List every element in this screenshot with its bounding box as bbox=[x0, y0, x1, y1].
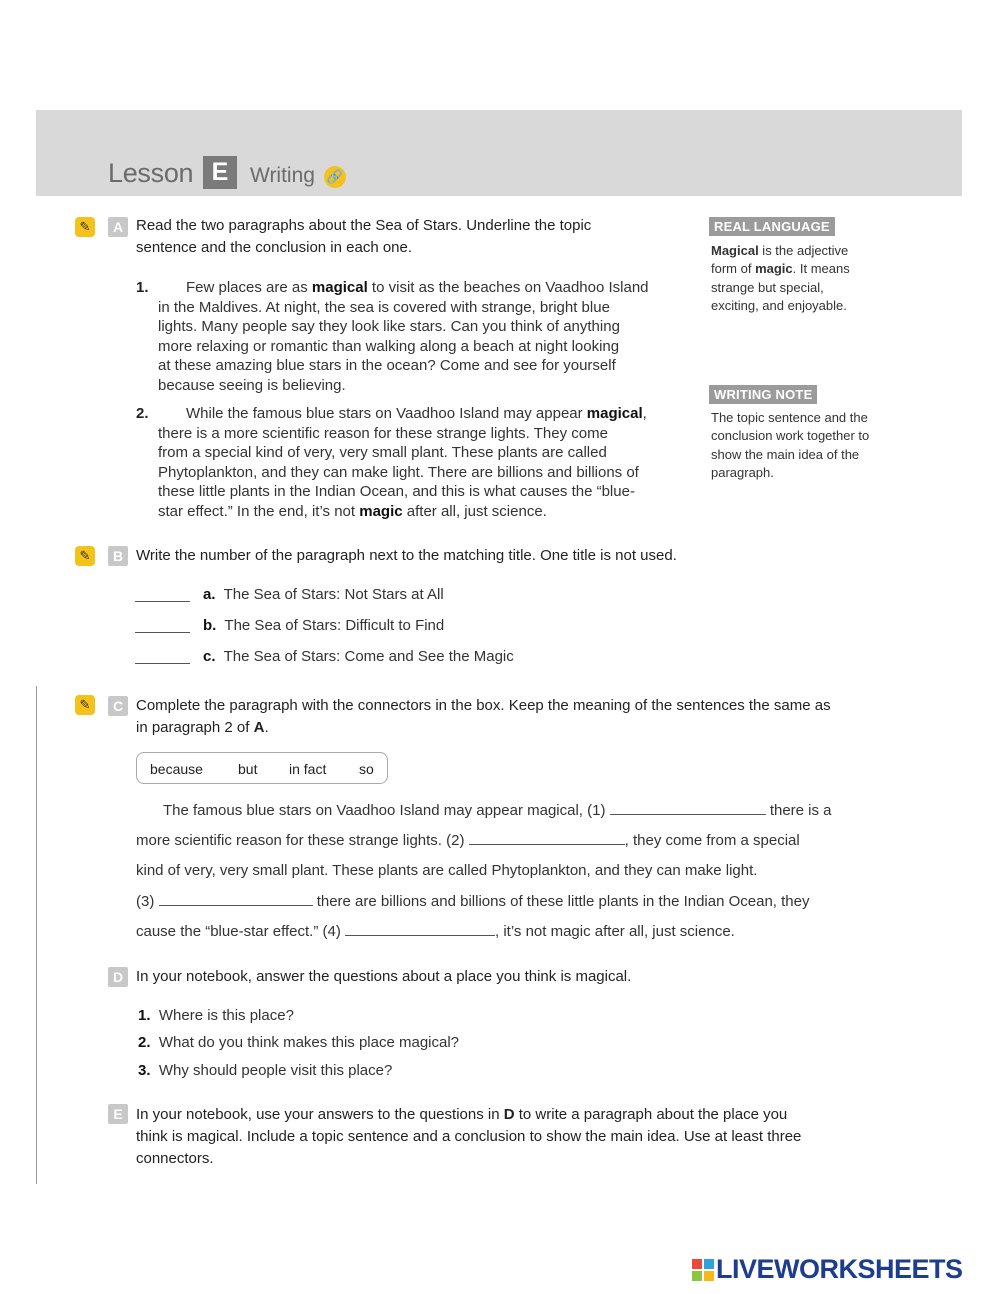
lesson-letter: E bbox=[203, 156, 237, 189]
connector-word-box bbox=[136, 752, 388, 784]
text-line: conclusion work together to bbox=[711, 428, 870, 444]
text-line: these little plants in the Indian Ocean, and this is what causes the “blue- bbox=[158, 483, 635, 501]
text-line: paragraph. bbox=[711, 465, 774, 481]
section-b-instruction: Write the number of the paragraph next to the matching title. One title is not used. bbox=[136, 547, 677, 564]
link-icon: 🔗 bbox=[324, 166, 346, 188]
lesson-title: Writing bbox=[250, 164, 315, 187]
title-item-a: a. The Sea of Stars: Not Stars at All bbox=[203, 586, 444, 603]
text-line: Magical is the adjective bbox=[711, 243, 849, 258]
pencil-icon: ✎ bbox=[75, 546, 95, 566]
lesson-label: Lesson bbox=[108, 158, 194, 188]
pencil-icon: ✎ bbox=[75, 217, 95, 237]
answer-blank-c[interactable] bbox=[135, 663, 190, 664]
section-a-instruction-line1: Read the two paragraphs about the Sea of Stars. Underline the topic bbox=[136, 217, 592, 234]
logo-icon bbox=[692, 1259, 714, 1281]
text-line: strange but special, bbox=[711, 279, 824, 295]
question-item: 2. What do you think makes this place magical? bbox=[138, 1034, 460, 1051]
question-item: 3. Why should people visit this place? bbox=[138, 1062, 393, 1079]
liveworksheets-logo[interactable]: LIVEWORKSHEETS bbox=[692, 1254, 963, 1285]
text-line: there is a more scientific reason for these strange lights. They come bbox=[158, 424, 608, 442]
title-item-b: b. The Sea of Stars: Difficult to Find bbox=[203, 617, 445, 634]
answer-blank-4[interactable] bbox=[345, 923, 495, 936]
section-e-instruction-line3: connectors. bbox=[136, 1150, 214, 1167]
margin-rule bbox=[36, 686, 37, 1184]
fill-paragraph-line-4: (3) there are billions and billions of these little plants in the Indian Ocean, they bbox=[136, 893, 810, 910]
connector-word: in fact bbox=[289, 761, 327, 777]
real-language-note bbox=[711, 242, 891, 316]
section-e-letter: E bbox=[108, 1104, 128, 1124]
answer-blank-1[interactable] bbox=[610, 802, 766, 815]
text-line: exciting, and enjoyable. bbox=[711, 298, 847, 314]
connector-word: because bbox=[150, 761, 203, 777]
section-c-letter: C bbox=[108, 696, 128, 716]
text-line: star effect.” In the end, it’s not magic after all, just science. bbox=[158, 502, 547, 520]
fill-paragraph-line-3: kind of very, very small plant. These plants are called Phytoplankton, and they can make light. bbox=[136, 862, 758, 879]
answer-blank-3[interactable] bbox=[159, 893, 313, 906]
answer-blank-a[interactable] bbox=[135, 601, 190, 602]
text-line: While the famous blue stars on Vaadhoo Island may appear magical, bbox=[186, 405, 647, 422]
title-item-c: c. The Sea of Stars: Come and See the Magic bbox=[203, 648, 514, 665]
text-line: form of magic. It means bbox=[711, 261, 850, 277]
text-line: lights. Many people say they look like stars. Can you think of anything bbox=[158, 318, 620, 336]
writing-note-text bbox=[711, 409, 891, 483]
paragraph-2-number: 2. bbox=[136, 405, 149, 422]
question-item: 1. Where is this place? bbox=[138, 1007, 294, 1024]
text-line: in the Maldives. At night, the sea is covered with strange, bright blue bbox=[158, 298, 610, 316]
section-a-instruction-line2: sentence and the conclusion in each one. bbox=[136, 239, 413, 256]
section-e-instruction-line2: think is magical. Include a topic sentence and a conclusion to show the main idea. Use at least three bbox=[136, 1128, 802, 1145]
section-d-instruction: In your notebook, answer the questions about a place you think is magical. bbox=[136, 968, 632, 985]
paragraph-2 bbox=[158, 404, 698, 522]
fill-paragraph-line-5: cause the “blue-star effect.” (4) , it’s not magic after all, just science. bbox=[136, 923, 735, 940]
section-c-instruction-line1: Complete the paragraph with the connectors in the box. Keep the meaning of the sentences the same as bbox=[136, 697, 831, 714]
text-line: from a special kind of very, very small plant. These plants are called bbox=[158, 444, 607, 462]
text-line: The topic sentence and the bbox=[711, 410, 868, 425]
real-language-tag: REAL LANGUAGE bbox=[709, 217, 835, 236]
section-e-instruction-line1: In your notebook, use your answers to the questions in D to write a paragraph about the place you bbox=[136, 1106, 788, 1123]
text-line: Few places are as magical to visit as the beaches on Vaadhoo Island bbox=[186, 279, 649, 296]
pencil-icon: ✎ bbox=[75, 695, 95, 715]
paragraph-1-number: 1. bbox=[136, 279, 149, 296]
fill-paragraph-line-1: The famous blue stars on Vaadhoo Island may appear magical, (1) there is a bbox=[163, 802, 832, 819]
section-d-letter: D bbox=[108, 967, 128, 987]
text-line: more relaxing or romantic than walking along a beach at night looking bbox=[158, 337, 620, 355]
section-b-letter: B bbox=[108, 546, 128, 566]
text-line: because seeing is believing. bbox=[158, 376, 346, 394]
answer-blank-b[interactable] bbox=[135, 632, 190, 633]
text-line: at these amazing blue stars in the ocean? Come and see for yourself bbox=[158, 357, 616, 375]
section-a-letter: A bbox=[108, 217, 128, 237]
connector-word: but bbox=[238, 761, 258, 777]
text-line: show the main idea of the bbox=[711, 446, 860, 462]
answer-blank-2[interactable] bbox=[469, 832, 625, 845]
connector-word: so bbox=[359, 761, 374, 777]
paragraph-1 bbox=[158, 278, 688, 396]
fill-paragraph-line-2: more scientific reason for these strange lights. (2) , they come from a special bbox=[136, 832, 800, 849]
section-c-instruction-line2: in paragraph 2 of A. bbox=[136, 719, 269, 736]
writing-note-tag: WRITING NOTE bbox=[709, 385, 817, 404]
text-line: Phytoplankton, and they can make light. There are billions and billions of bbox=[158, 463, 639, 481]
